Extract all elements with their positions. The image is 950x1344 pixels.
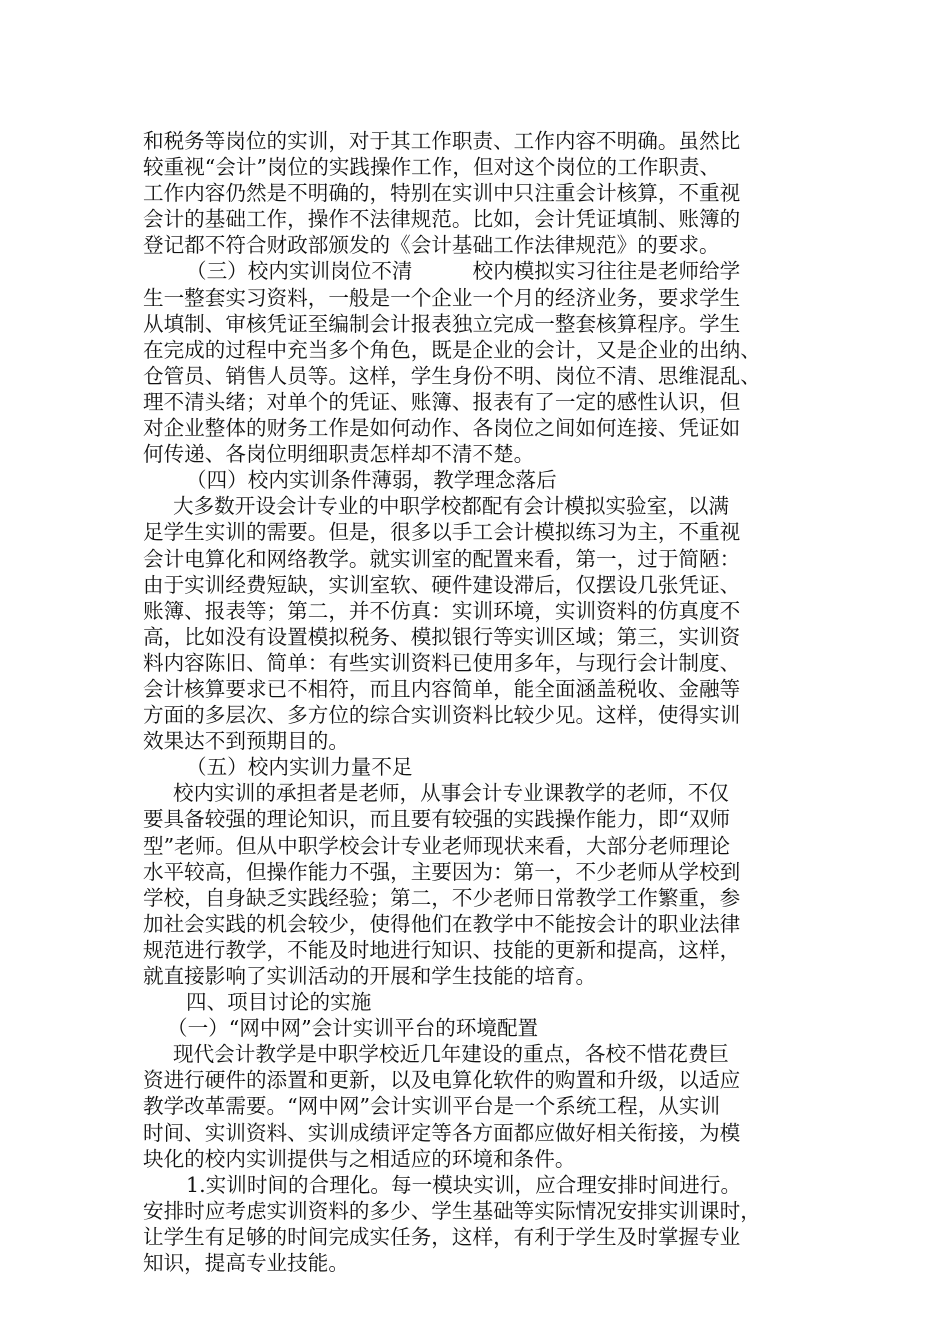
text-line: 登记都不符合财政部颁发的《会计基础工作法律规范》的要求。 [143, 233, 720, 258]
text-line: 规范进行教学，不能及时地进行知识、技能的更新和提高，这样， [143, 937, 741, 962]
section-heading-main: 四、项目讨论的实施 [186, 990, 372, 1015]
text-line: 会计核算要求已不相符，而且内容简单，能全面涵盖税收、金融等 [143, 676, 741, 701]
document-page [143, 128, 813, 1276]
text-line: 对企业整体的财务工作是如何动作、各岗位之间如何连接、凭证如 [143, 416, 741, 441]
text-line: 会计电算化和网络教学。就实训室的配置来看，第一，过于简陋： [143, 546, 741, 571]
text-line: 足学生实训的需要。但是，很多以手工会计模拟练习为主，不重视 [143, 520, 741, 545]
text-line: 校内实训的承担者是老师，从事会计专业课教学的老师，不仅 [173, 781, 730, 806]
section-heading-4: （四）校内实训条件薄弱，教学理念落后 [186, 468, 557, 493]
text-line: 工作内容仍然是不明确的，特别在实训中只注重会计核算，不重视 [143, 181, 741, 206]
text-line: 和税务等岗位的实训，对于其工作职责、工作内容不明确。虽然比 [143, 129, 741, 153]
text-line: 水平较高，但操作能力不强，主要因为：第一，不少老师从学校到 [143, 859, 741, 884]
section-heading-sub: （一）“网中网”会计实训平台的环境配置 [167, 1016, 539, 1041]
section-heading-3-lead: 校内模拟实习往往是老师给学 [472, 259, 741, 284]
text-line: 加社会实践的机会较少，使得他们在教学中不能按会计的职业法律 [143, 911, 741, 936]
text-line: 较重视“会计”岗位的实践操作工作，但对这个岗位的工作职责、 [143, 155, 721, 180]
text-line: 学校，自身缺乏实践经验；第二，不少老师日常教学工作繁重，参 [143, 885, 741, 910]
text-line: 账簿、报表等；第二，并不仿真：实训环境，实训资料的仿真度不 [143, 598, 741, 623]
text-line: 就直接影响了实训活动的开展和学生技能的培育。 [143, 964, 597, 988]
text-line: 型”老师。但从中职学校会计专业老师现状来看，大部分老师理论 [143, 833, 731, 858]
text-line: 由于实训经费短缺，实训室软、硬件建设滞后，仅摆设几张凭证、 [143, 572, 741, 597]
section-heading-3-title: （三）校内实训岗位不清 [186, 259, 413, 284]
text-line: 理不清头绪；对单个的凭证、账簿、报表有了一定的感性认识，但 [143, 389, 741, 414]
text-line: 生一整套实习资料，一般是一个企业一个月的经济业务，要求学生 [143, 285, 741, 310]
text-line: 在完成的过程中充当多个角色，既是企业的会计，又是企业的出纳、 [143, 337, 761, 362]
text-line: 安排时应考虑实训资料的多少、学生基础等实际情况安排实训课时， [143, 1198, 761, 1223]
text-line: 会计的基础工作，操作不法律规范。比如，会计凭证填制、账簿的 [143, 207, 741, 232]
text-line: 何传递、各岗位明细职责怎样却不清不楚。 [143, 442, 535, 467]
text-line: 料内容陈旧、简单：有些实训资料已使用多年，与现行会计制度、 [143, 650, 741, 675]
section-heading-3 [143, 258, 813, 284]
text-line: 大多数开设会计专业的中职学校都配有会计模拟实验室，以满 [173, 494, 730, 519]
text-line: 效果达不到预期目的。 [143, 729, 349, 754]
text-line: 现代会计教学是中职学校近几年建设的重点，各校不惜花费巨 [173, 1042, 730, 1067]
list-item: 1.实训时间的合理化。每一模块实训，应合理安排时间进行。 [186, 1172, 742, 1197]
section-heading-5: （五）校内实训力量不足 [186, 755, 413, 780]
text-line: 从填制、审核凭证至编制会计报表独立完成一整套核算程序。学生 [143, 311, 741, 336]
text-line: 要具备较强的理论知识，而且要有较强的实践操作能力，即“双师 [143, 807, 731, 832]
text-line: 仓管员、销售人员等。这样，学生身份不明、岗位不清、思维混乱、 [143, 363, 761, 388]
text-line: 块化的校内实训提供与之相适应的环境和条件。 [143, 1146, 576, 1171]
text-line: 让学生有足够的时间完成实任务，这样，有利于学生及时掌握专业 [143, 1224, 741, 1249]
text-line: 资进行硬件的添置和更新，以及电算化软件的购置和升级，以适应 [143, 1068, 741, 1093]
text-line: 知识，提高专业技能。 [143, 1251, 349, 1276]
text-line: 时间、实训资料、实训成绩评定等各方面都应做好相关衔接，为模 [143, 1120, 741, 1145]
text-line: 教学改革需要。“网中网”会计实训平台是一个系统工程，从实训 [143, 1094, 721, 1119]
text-line: 高，比如没有设置模拟税务、模拟银行等实训区域；第三，实训资 [143, 624, 741, 649]
text-line: 方面的多层次、多方位的综合实训资料比较少见。这样，使得实训 [143, 703, 741, 728]
